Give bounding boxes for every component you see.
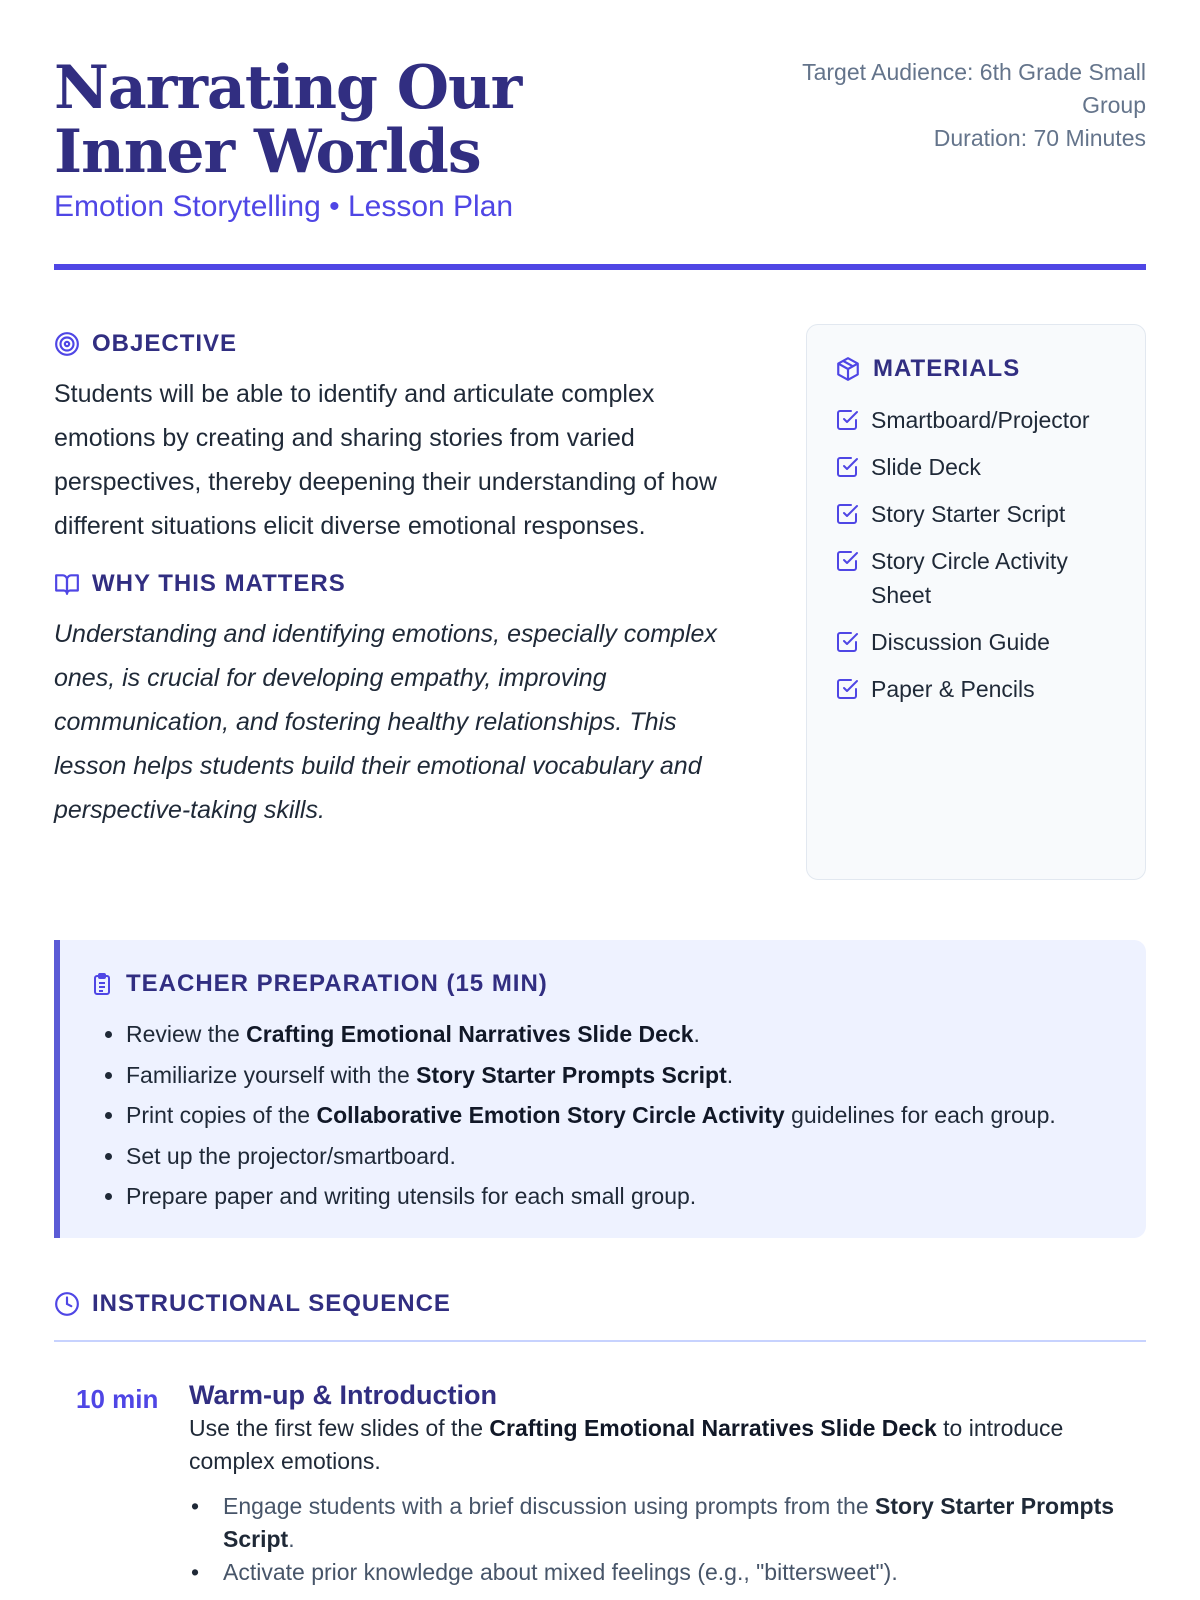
clock-icon [54,1291,80,1317]
target-icon [54,331,80,357]
sequence-step [54,1378,1146,1589]
materials-item-label: Story Starter Script [871,501,1066,527]
checkbox-checked-icon [835,549,859,573]
materials-list [835,403,1117,706]
materials-item-label: Slide Deck [871,454,981,480]
materials-heading-label: MATERIALS [873,355,1021,382]
step-bullets [189,1490,1146,1589]
prep-item: • Review the Crafting Emotional Narratives Slide Deck. [126,1014,1116,1055]
sequence-heading [54,1290,1146,1342]
clipboard-icon [90,971,114,997]
materials-item [835,450,1117,484]
materials-card [806,324,1146,880]
lesson-meta [746,56,1146,155]
prep-item: • Print copies of the Collaborative Emotion Story Circle Activity guidelines for each group. [126,1095,1116,1136]
materials-item-label: Paper & Pencils [871,676,1035,702]
materials-item [835,497,1117,531]
prep-list [90,1014,1116,1217]
checkbox-checked-icon [835,677,859,701]
objective-heading [54,330,754,358]
objective-text: Students will be able to identify and articulate complex emotions by creating and sharing stories from varied perspectives, thereby deepening their understanding of how different situations elicit diverse emotional responses. [54,380,717,540]
objective-heading-label: OBJECTIVE [92,330,238,357]
step-time: 10 min [76,1384,159,1414]
step-bullet: • Engage students with a brief discussion using prompts from the Story Starter Prompts Script. [189,1490,1146,1556]
materials-item-label: Discussion Guide [871,629,1050,655]
prep-heading [90,970,1116,998]
checkbox-checked-icon [835,630,859,654]
checkbox-checked-icon [835,408,859,432]
instructional-sequence [54,1290,1146,1589]
page-subtitle: Emotion Storytelling • Lesson Plan [54,190,514,223]
materials-item [835,544,1117,612]
materials-item-label: Smartboard/Projector [871,407,1090,433]
open-book-icon [54,571,80,597]
checkbox-checked-icon [835,455,859,479]
materials-item [835,672,1117,706]
step-description: Use the first few slides of the Crafting Emotional Narratives Slide Deck to introduce complex emotions. [189,1415,1064,1474]
page-title: Narrating Our Inner Worlds [54,53,522,187]
lesson-duration: Duration: 70 Minutes [933,125,1146,151]
prep-item: • Prepare paper and writing utensils for each small group. [126,1176,1116,1217]
why-heading-label: WHY THIS MATTERS [92,570,346,597]
materials-item [835,403,1117,437]
checkbox-checked-icon [835,502,859,526]
materials-heading [835,355,1117,383]
prep-item: • Familiarize yourself with the Story Starter Prompts Script. [126,1055,1116,1096]
teacher-preparation-box [54,940,1146,1238]
overview-section [54,270,1146,920]
why-heading [54,570,754,598]
package-icon [835,356,861,382]
step-title: Warm-up & Introduction [189,1380,497,1410]
materials-item [835,625,1117,659]
target-audience: Target Audience: 6th Grade Small Group [802,59,1146,118]
overview-left-column [54,330,754,832]
lesson-header [54,0,1146,270]
step-bullet: • Activate prior knowledge about mixed feelings (e.g., "bittersweet"). [189,1556,1146,1589]
sequence-heading-label: INSTRUCTIONAL SEQUENCE [92,1290,451,1317]
materials-item-label: Story Circle Activity Sheet [871,548,1068,608]
prep-heading-label: TEACHER PREPARATION (15 MIN) [126,970,548,997]
why-text: Understanding and identifying emotions, especially complex ones, is crucial for developing empathy, improving communication, and fostering healthy relationships. This lesson helps students build their emotional vocabulary and perspective-taking skills. [54,620,717,824]
prep-item: • Set up the projector/smartboard. [126,1136,1116,1177]
